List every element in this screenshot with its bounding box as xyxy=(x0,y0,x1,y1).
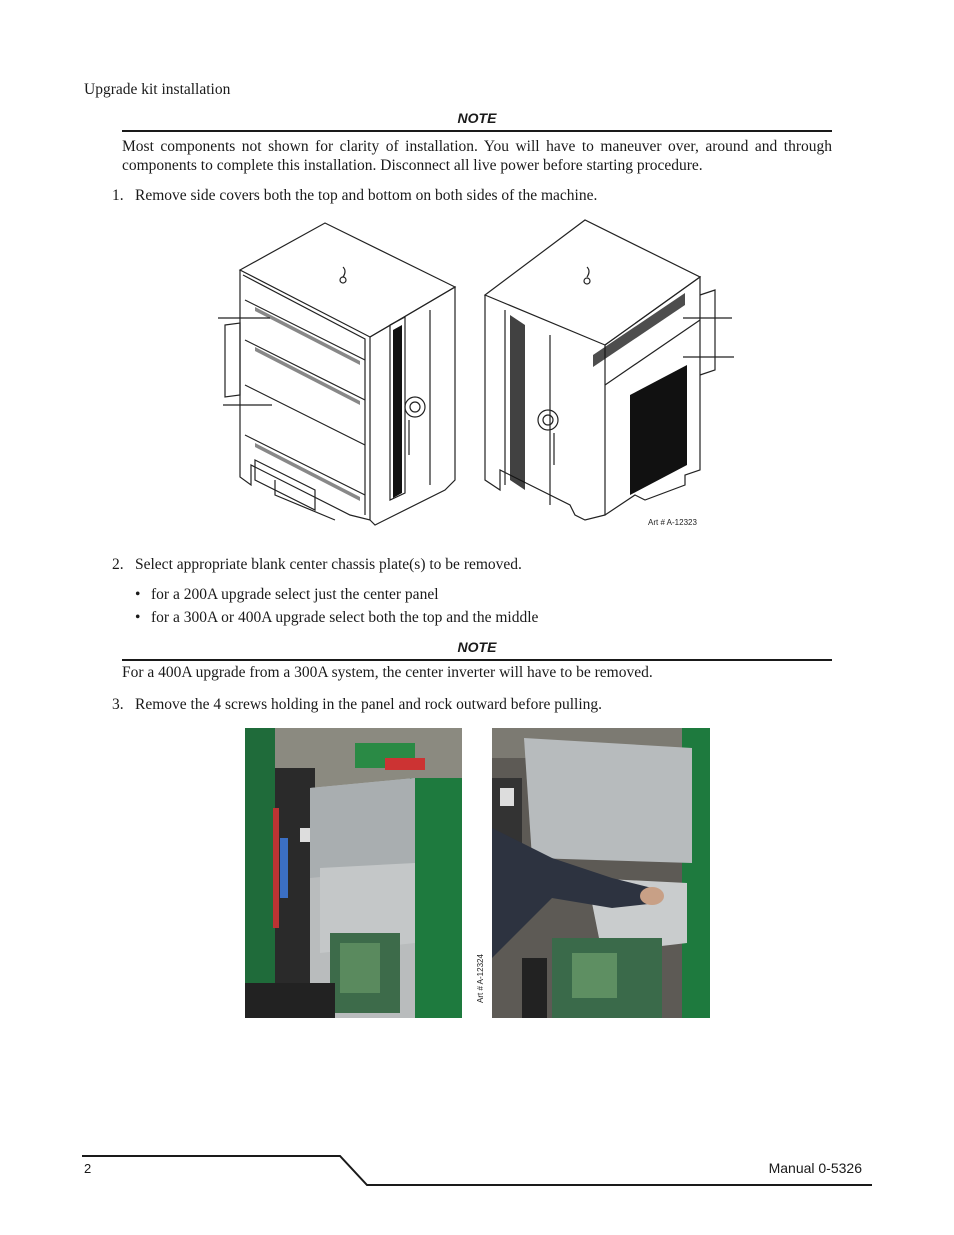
step-number: 3. xyxy=(112,696,124,713)
section-title: Upgrade kit installation xyxy=(84,81,231,98)
photo-panel-removal xyxy=(492,728,710,1018)
footer-rule xyxy=(82,1148,872,1193)
step-text: Remove the 4 screws holding in the panel and rock outward before pulling. xyxy=(135,696,603,713)
bullet-text: for a 200A upgrade select just the center panel xyxy=(151,586,439,603)
bullet-marker: • xyxy=(135,586,141,603)
bullet-item xyxy=(135,586,439,604)
note-title: NOTE xyxy=(457,639,497,655)
note-text: Most components not shown for clarity of installation. You will have to maneuver over, around and through components to complete this installation. Disconnect all live power before starting procedure. xyxy=(122,138,832,174)
manual-number: Manual 0-5326 xyxy=(768,1160,862,1176)
cabinet-figure xyxy=(215,215,745,535)
bullet-item xyxy=(135,609,538,627)
photo-drawing xyxy=(245,728,462,1018)
cabinet-drawing xyxy=(215,215,745,535)
page-number: 2 xyxy=(84,1161,92,1176)
note-rule xyxy=(122,659,832,661)
note-rule xyxy=(122,130,832,132)
art-number: Art # A-12323 xyxy=(648,518,697,527)
note-title: NOTE xyxy=(457,110,497,126)
bullet-marker: • xyxy=(135,609,141,626)
step-number: 1. xyxy=(112,187,124,204)
bullet-text: for a 300A or 400A upgrade select both the top and the middle xyxy=(151,609,539,626)
step-number: 2. xyxy=(112,556,124,573)
photo-panel-installed xyxy=(245,728,462,1018)
step-text: Remove side covers both the top and bottom on both sides of the machine. xyxy=(135,187,598,204)
footer-line xyxy=(82,1148,872,1193)
note-text: For a 400A upgrade from a 300A system, the center inverter will have to be removed. xyxy=(122,664,653,681)
photo-drawing xyxy=(492,728,710,1018)
step-text: Select appropriate blank center chassis plate(s) to be removed. xyxy=(135,556,522,573)
